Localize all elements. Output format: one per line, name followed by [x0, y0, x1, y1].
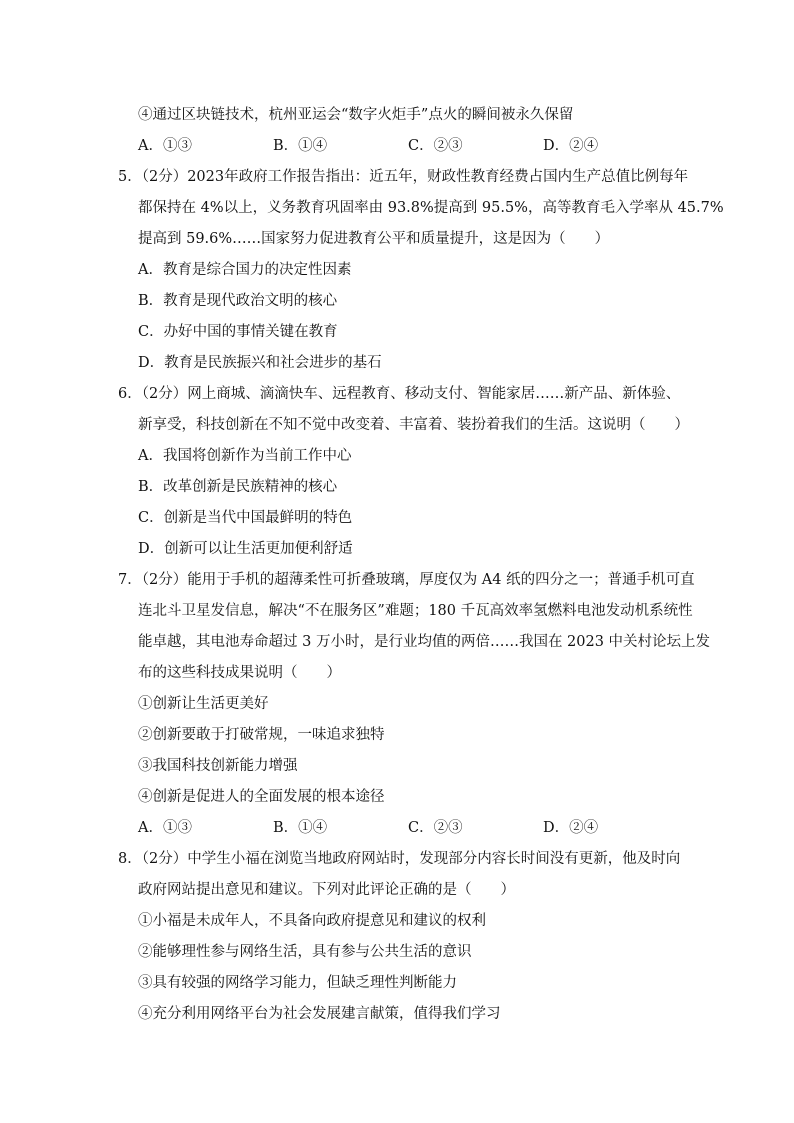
q4-option-b[interactable]: B．①④: [273, 138, 328, 154]
q7-stem-line-3: 能卓越，其电池寿命超过 3 万小时，是行业均值的两倍……我国在 2023 中关村论坛上发: [138, 634, 711, 650]
q6-stem-line-1: 6．（2分）网上商城、滴滴快车、远程教育、移动支付、智能家居……新产品、新体验、: [118, 386, 681, 402]
q4-item-4: ④通过区块链技术，杭州亚运会“数字火炬手”点火的瞬间被永久保留: [138, 107, 574, 123]
q7-item-1: ①创新让生活更美好: [138, 696, 269, 712]
q7-option-c[interactable]: C．②③: [408, 820, 463, 836]
q7-item-3: ③我国科技创新能力增强: [138, 758, 298, 774]
q7-item-2: ②创新要敢于打破常规，一味追求独特: [138, 727, 385, 743]
exam-page: [118, 100, 724, 1030]
q5-stem-line-3: 提高到 59.6%……国家努力促进教育公平和质量提升，这是因为（ ）: [138, 231, 610, 247]
q5-stem-line-1: 5．（2分）2023年政府工作报告指出：近五年，财政性教育经费占国内生产总值比例每年: [118, 169, 689, 185]
q5-option-a[interactable]: A．教育是综合国力的决定性因素: [138, 262, 352, 278]
q6-option-b[interactable]: B．改革创新是民族精神的核心: [138, 479, 338, 495]
q6-option-a[interactable]: A．我国将创新作为当前工作中心: [138, 448, 352, 464]
q4-options: [118, 131, 678, 162]
q8-item-3: ③具有较强的网络学习能力，但缺乏理性判断能力: [138, 975, 457, 991]
q8-item-1: ①小福是未成年人，不具备向政府提意见和建议的权利: [138, 913, 486, 929]
q7-option-b[interactable]: B．①④: [273, 820, 328, 836]
q7-stem-line-1: 7．（2分）能用于手机的超薄柔性可折叠玻璃，厚度仅为 A4 纸的四分之一；普通手机可直: [118, 572, 695, 588]
q7-item-4: ④创新是促进人的全面发展的根本途径: [138, 789, 385, 805]
q6-stem-line-2: 新享受，科技创新在不知不觉中改变着、丰富着、装扮着我们的生活。这说明（ ）: [138, 417, 689, 433]
q7-stem-line-2: 连北斗卫星发信息，解决“不在服务区”难题；180 千瓦高效率氢燃料电池发动机系统性: [138, 603, 693, 619]
q4-option-c[interactable]: C．②③: [408, 138, 463, 154]
q5-option-b[interactable]: B．教育是现代政治文明的核心: [138, 293, 338, 309]
q6-option-c[interactable]: C．创新是当代中国最鲜明的特色: [138, 510, 353, 526]
q5-option-d[interactable]: D．教育是民族振兴和社会进步的基石: [138, 355, 382, 371]
q8-stem-line-1: 8．（2分）中学生小福在浏览当地政府网站时，发现部分内容长时间没有更新，他及时向: [118, 851, 681, 867]
q7-stem-line-4: 布的这些科技成果说明（ ）: [138, 665, 341, 681]
q7-option-d[interactable]: D．②④: [543, 820, 599, 836]
q4-option-a[interactable]: A．①③: [138, 138, 192, 154]
q8-stem-line-2: 政府网站提出意见和建议。下列对此评论正确的是（ ）: [138, 882, 515, 898]
q4-option-d[interactable]: D．②④: [543, 138, 599, 154]
q7-option-a[interactable]: A．①③: [138, 820, 192, 836]
q5-option-c[interactable]: C．办好中国的事情关键在教育: [138, 324, 338, 340]
q6-option-d[interactable]: D．创新可以让生活更加便利舒适: [138, 541, 353, 557]
q7-options: [118, 813, 678, 844]
q8-item-2: ②能够理性参与网络生活，具有参与公共生活的意识: [138, 944, 472, 960]
q8-item-4: ④充分利用网络平台为社会发展建言献策，值得我们学习: [138, 1006, 501, 1022]
q5-stem-line-2: 都保持在 4%以上，义务教育巩固率由 93.8%提高到 95.5%，高等教育毛入学率从 45.7%: [138, 200, 724, 216]
